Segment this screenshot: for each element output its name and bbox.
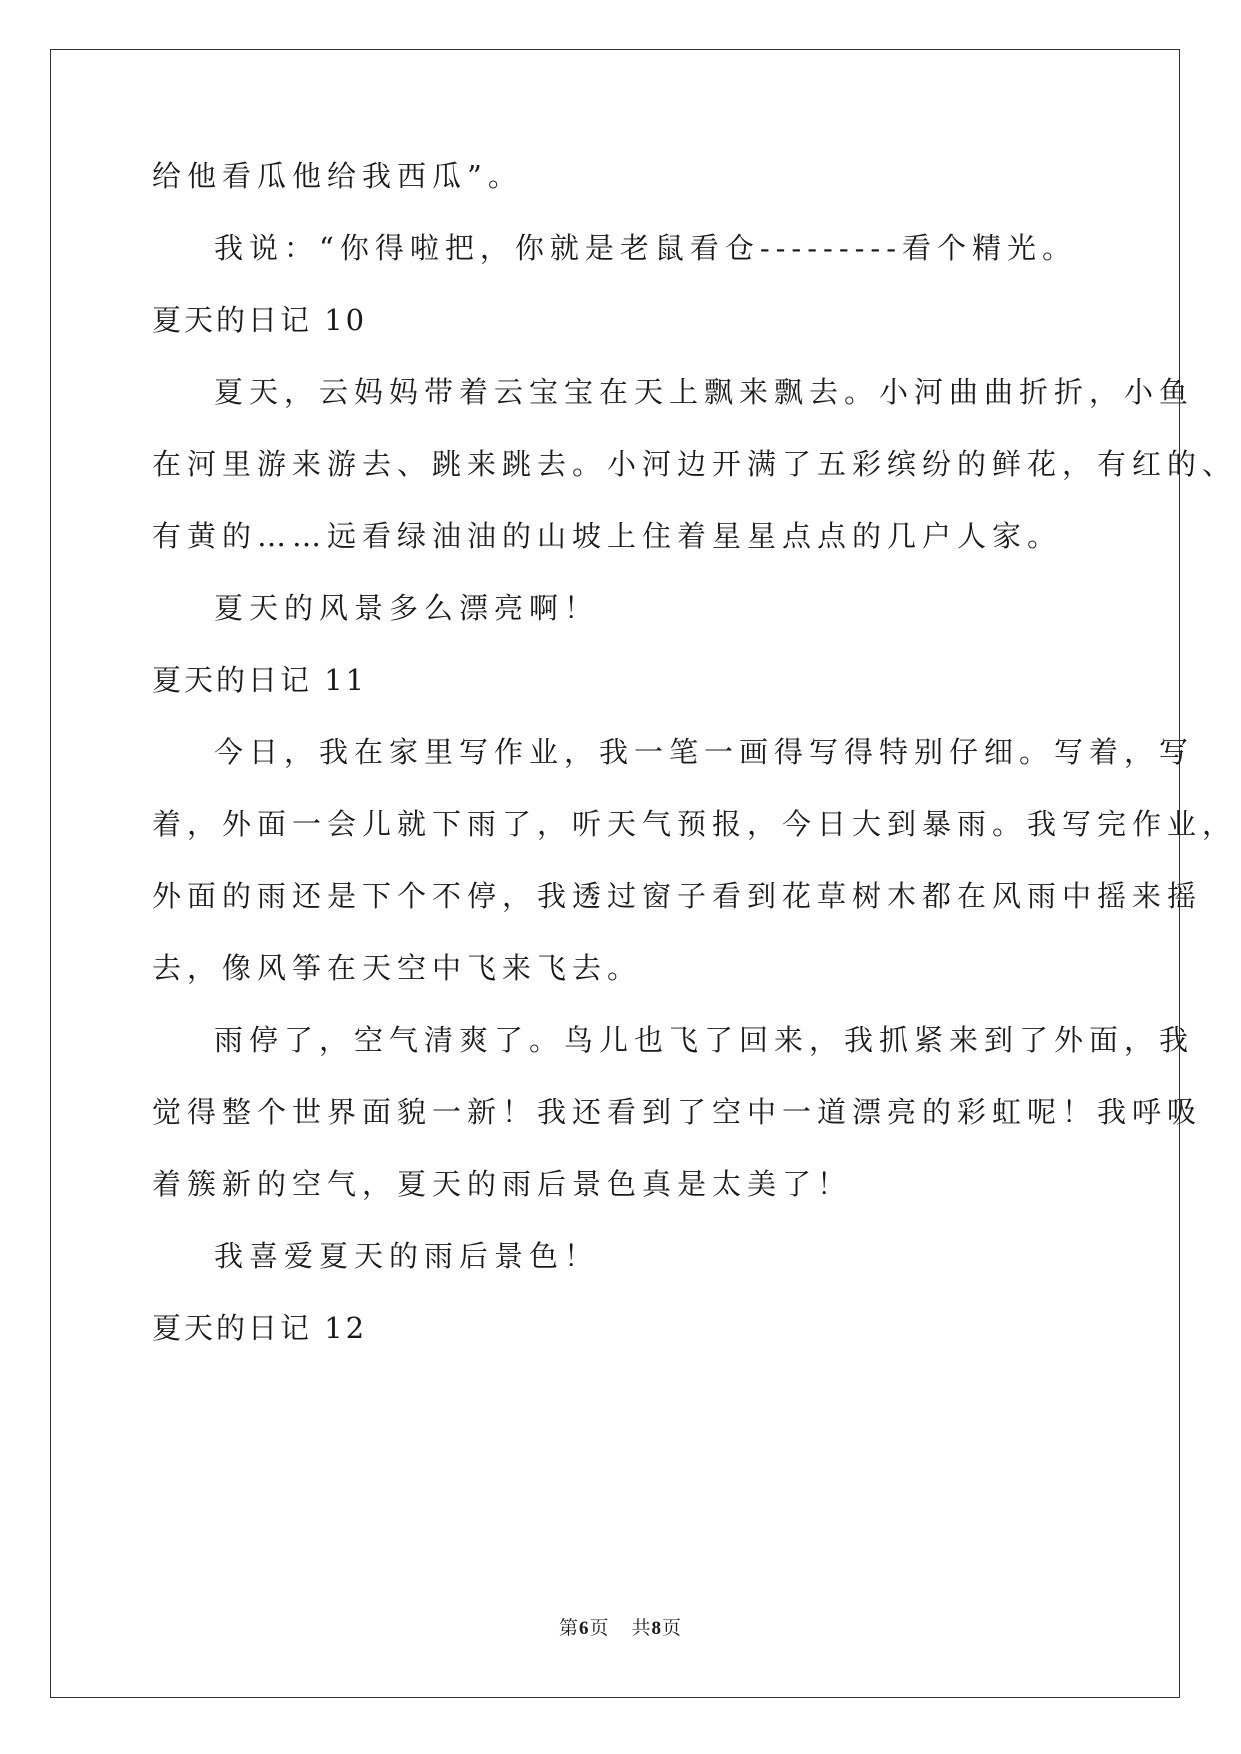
paragraph-line: 夏天，云妈妈带着云宝宝在天上飘来飘去。小河曲曲折折，小鱼 <box>214 375 1195 409</box>
page-footer <box>0 1615 1241 1642</box>
section-heading: 夏天的日记 12 <box>152 1311 368 1345</box>
total-suffix: 页 <box>662 1617 683 1639</box>
paragraph-line: 我说：“你得啦把，你就是老鼠看仓---------看个精光。 <box>214 231 1078 265</box>
current-page-number: 6 <box>578 1618 590 1639</box>
page-suffix: 页 <box>589 1617 610 1639</box>
paragraph-line: 在河里游来游去、跳来跳去。小河边开满了五彩缤纷的鲜花，有红的、 <box>152 447 1238 481</box>
section-heading: 夏天的日记 10 <box>152 303 368 337</box>
paragraph-line: 今日，我在家里写作业，我一笔一画得写得特别仔细。写着，写 <box>214 735 1195 769</box>
paragraph-line: 着，外面一会儿就下雨了，听天气预报，今日大到暴雨。我写完作业， <box>152 807 1238 841</box>
paragraph-line: 给他看瓜他给我西瓜”。 <box>152 159 523 193</box>
paragraph-line: 夏天的风景多么漂亮啊！ <box>214 591 600 625</box>
paragraph-line: 觉得整个世界面貌一新！我还看到了空中一道漂亮的彩虹呢！我呼吸 <box>152 1095 1203 1129</box>
section-heading: 夏天的日记 11 <box>152 663 368 697</box>
paragraph-line: 有黄的……远看绿油油的山坡上住着星星点点的几户人家。 <box>152 519 1063 553</box>
page-prefix: 第 <box>558 1617 579 1639</box>
paragraph-line: 我喜爱夏天的雨后景色！ <box>214 1239 600 1273</box>
paragraph-line: 外面的雨还是下个不停，我透过窗子看到花草树木都在风雨中摇来摇 <box>152 879 1203 913</box>
total-prefix: 共 <box>631 1617 652 1639</box>
page-border <box>50 49 1180 1698</box>
paragraph-line: 着簇新的空气，夏天的雨后景色真是太美了！ <box>152 1167 853 1201</box>
paragraph-line: 去，像风筝在天空中飞来飞去。 <box>152 951 643 985</box>
total-page-number: 8 <box>651 1618 663 1639</box>
paragraph-line: 雨停了，空气清爽了。鸟儿也飞了回来，我抓紧来到了外面，我 <box>214 1023 1195 1057</box>
